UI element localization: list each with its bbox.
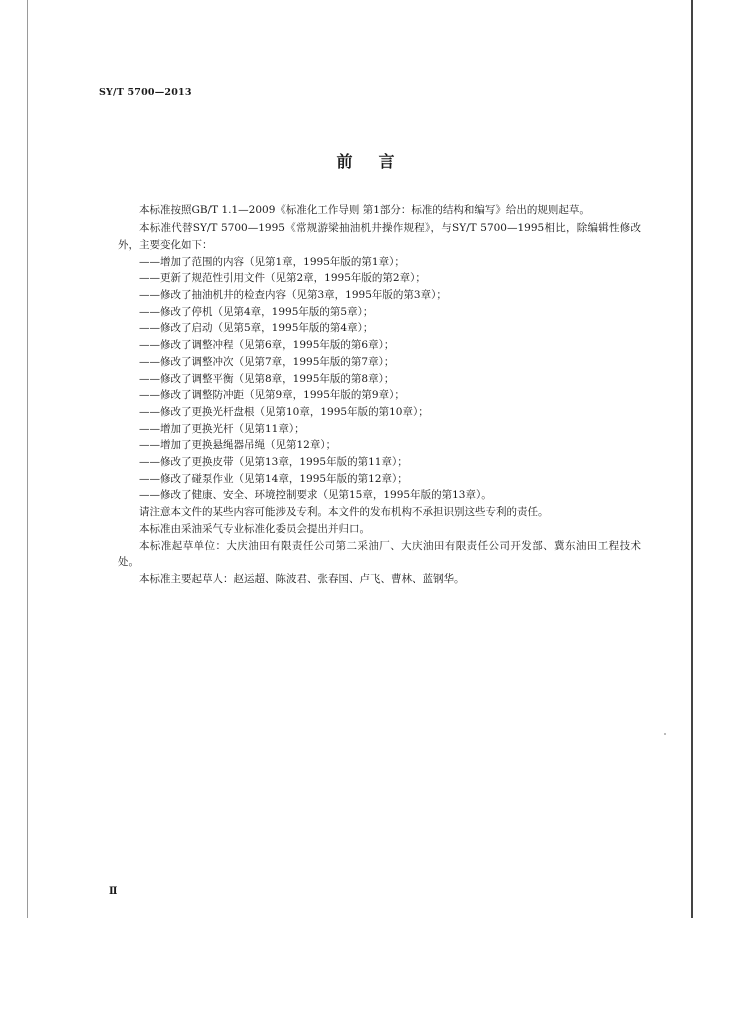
list-item: ——修改了调整冲程（见第6章，1995年版的第6章）； xyxy=(139,339,395,352)
replaces-paragraph: 本标准代替SY/T 5700—1995《常规游梁抽油机井操作规程》，与SY/T 5700—1995相比，除编辑性修改外，主要变化如下： xyxy=(118,222,641,251)
list-item: ——修改了调整冲次（见第7章，1995年版的第7章）； xyxy=(139,355,395,368)
foreword-body xyxy=(118,202,641,588)
list-item: ——修改了调整防冲距（见第9章，1995年版的第9章）； xyxy=(139,389,405,402)
list-item: ——修改了健康、安全、环境控制要求（见第15章，1995年版的第13章）。 xyxy=(139,489,492,502)
list-item: ——修改了更换皮带（见第13章，1995年版的第11章）； xyxy=(139,456,408,469)
drafting-units-paragraph: 本标准起草单位：大庆油田有限责任公司第二采油厂、大庆油田有限责任公司开发部、冀东油田工程技术处。 xyxy=(118,539,641,569)
change-list xyxy=(118,254,641,505)
list-item: ——修改了停机（见第4章，1995年版的第5章）； xyxy=(139,305,374,318)
list-item: ——增加了更换悬绳器吊绳（见第12章）； xyxy=(139,439,337,452)
list-item: ——增加了更换光杆（见第11章）； xyxy=(139,422,305,435)
list-item: ——更新了规范性引用文件（见第2章，1995年版的第2章）； xyxy=(139,272,426,285)
proposer-paragraph: 本标准由采油采气专业标准化委员会提出并归口。 xyxy=(139,522,370,535)
scan-edge-right xyxy=(691,0,693,918)
list-item: ——修改了更换光杆盘根（见第10章，1995年版的第10章）； xyxy=(139,405,429,418)
scan-edge-left xyxy=(27,0,28,918)
list-item: ——修改了启动（见第5章，1995年版的第4章）； xyxy=(139,322,374,335)
list-item: ——修改了碰泵作业（见第14章，1995年版的第12章）； xyxy=(139,472,408,485)
drafting-rules-paragraph: 本标准按照GB/T 1.1—2009《标准化工作导则 第1部分：标准的结构和编写》给出的规则起草。 xyxy=(139,204,590,216)
drafters-paragraph: 本标准主要起草人：赵运超、陈波君、张春国、卢飞、曹林、蓝钢华。 xyxy=(139,572,465,585)
page-number: Ⅱ xyxy=(109,886,118,897)
page-title: 前言 xyxy=(336,152,421,171)
standard-code: SY/T 5700—2013 xyxy=(99,87,192,98)
list-item: ——修改了抽油机井的检查内容（见第3章，1995年版的第3章）； xyxy=(139,289,447,302)
scan-speck xyxy=(664,733,666,735)
list-item: ——增加了范围的内容（见第1章，1995年版的第1章）； xyxy=(139,255,405,268)
list-item: ——修改了调整平衡（见第8章，1995年版的第8章）； xyxy=(139,372,395,385)
patent-notice-paragraph: 请注意本文件的某些内容可能涉及专利。本文件的发布机构不承担识别这些专利的责任。 xyxy=(139,506,549,519)
